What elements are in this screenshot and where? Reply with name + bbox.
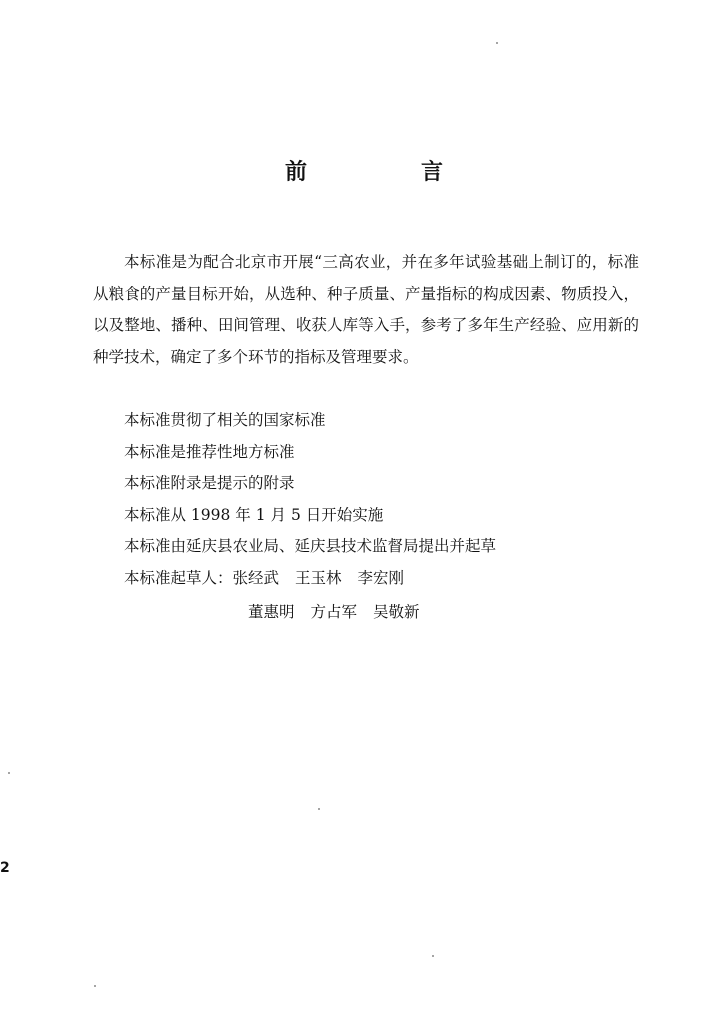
page-title: 前 言 [284,160,489,185]
page-number: 2 [0,860,10,876]
scan-speck [94,985,96,987]
statement-item: 本标准从 1998 年 1 月 5 日开始实施 [124,505,384,524]
scan-speck [496,42,498,44]
scan-speck [8,772,10,774]
drafters-line [124,563,644,595]
statement-list [124,405,644,594]
drafters-continued [248,597,436,629]
drafters-label: 本标准起草人： [124,568,233,587]
drafter-name: 王玉林 [295,568,342,587]
statement-item: 本标准贯彻了相关的国家标准 [124,411,326,429]
drafter-name: 张经武 [232,568,280,587]
drafter-name: 吴敬新 [373,603,420,621]
statement-item: 本标准附录是提示的附录 [124,474,295,492]
statement-item: 本标准是推荐性地方标准 [124,442,295,461]
drafter-name: 方占军 [310,603,358,621]
statement-item: 本标准由延庆县农业局、延庆县技术监督局提出并起草 [124,537,497,555]
scan-speck [318,808,320,810]
intro-paragraph: 本标准是为配合北京市开展“三高农业，并在多年试验基础上制订的，标准从粮食的产量目标开始，从选种、种子质量、产量指标的构成因素、物质投入，以及整地、播种、田间管理、收获人库等入手，参考了多年生产经验、应用新的种学技术，确定了多个环节的指标及管理要求。 [93,253,639,366]
scan-speck [432,955,434,957]
drafter-name: 李宏刚 [357,568,405,587]
drafter-name: 董惠明 [248,603,295,621]
